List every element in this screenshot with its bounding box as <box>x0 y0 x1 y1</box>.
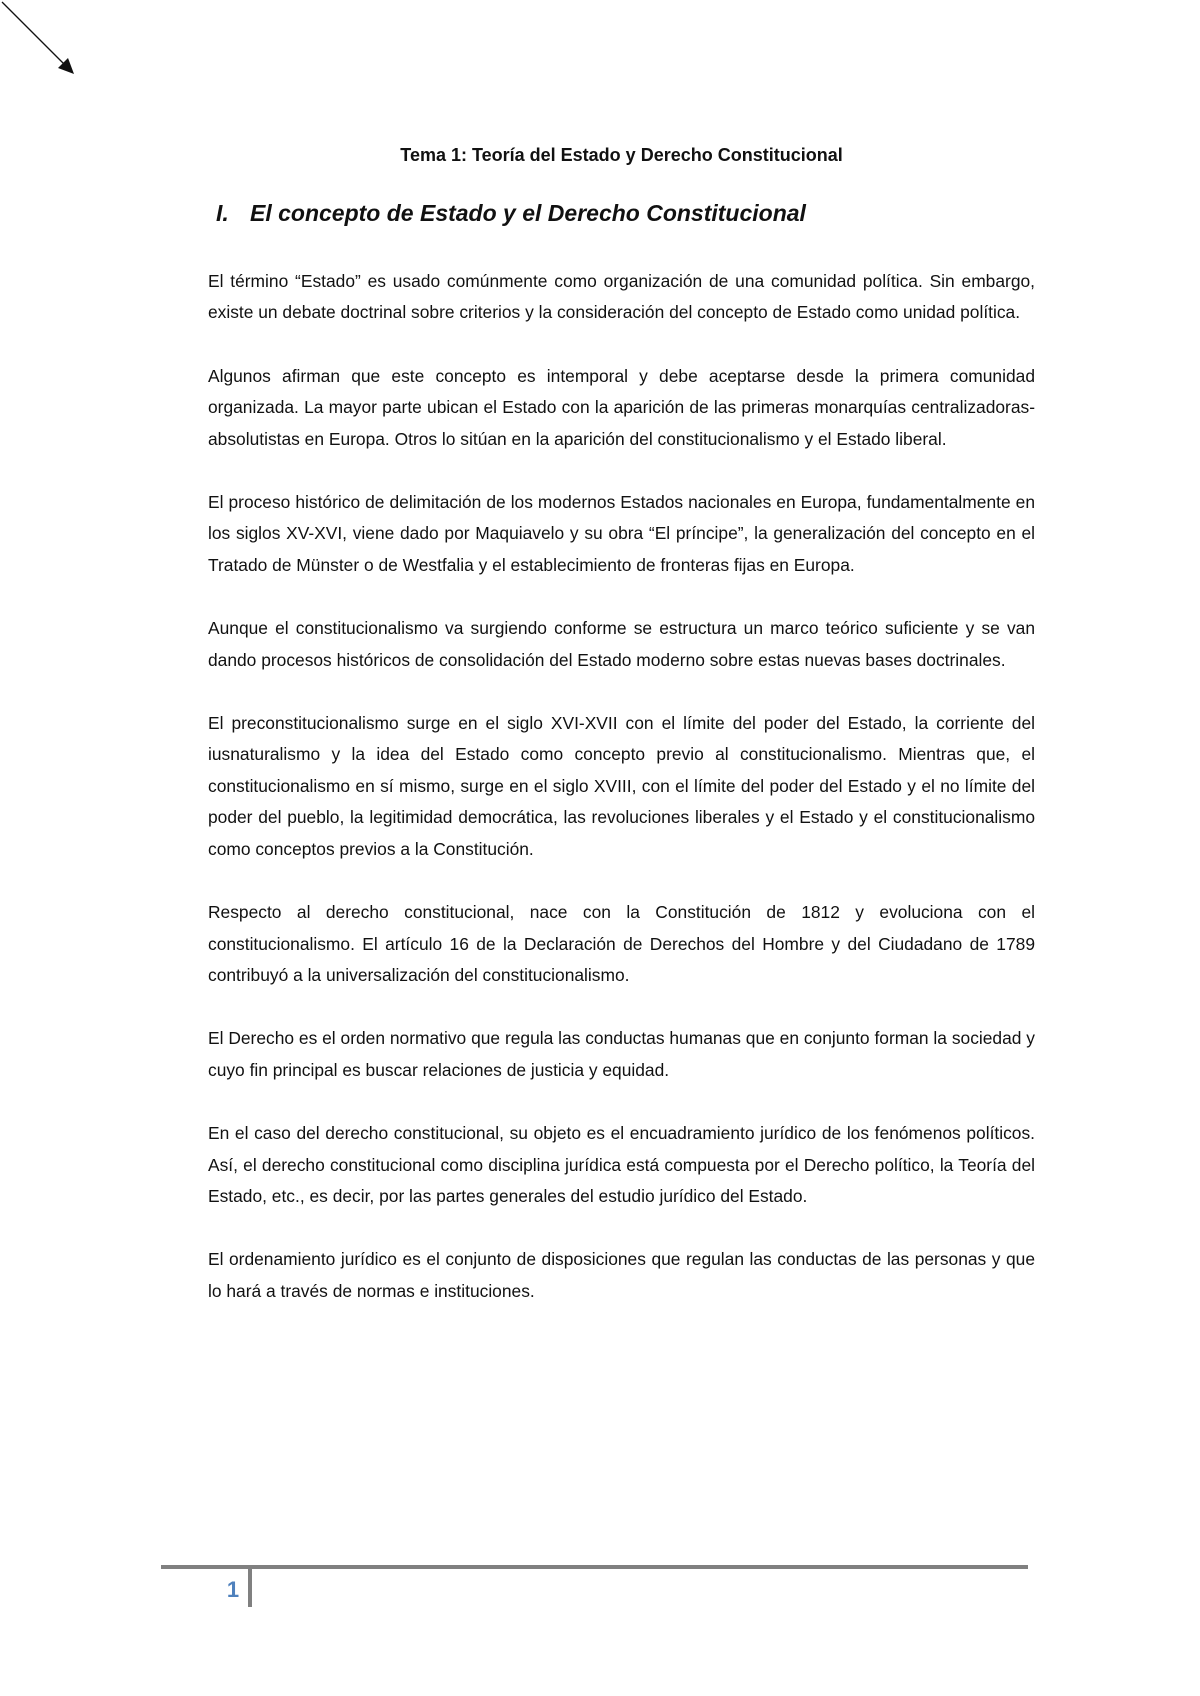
paragraph: El preconstitucionalismo surge en el siglo XVI-XVII con el límite del poder del Estado, la corriente del iusnaturalismo y la idea del Estado como concepto previo al constitucionalismo. Mientras que, el constitucionalismo en sí mismo, surge en el siglo XVIII, con el límite del poder del Estado y el no límite del poder del pueblo, la legitimidad democrática, las revoluciones liberales y el Estado y el constitucionalismo como conceptos previos a la Constitución. <box>208 713 1035 859</box>
paragraph: Respecto al derecho constitucional, nace con la Constitución de 1812 y evoluciona con el constitucionalismo. El artículo 16 de la Declaración de Derechos del Hombre y del Ciudadano de 1789 contribuyó a la universalización del constitucionalismo. <box>208 902 1035 985</box>
document-title: Tema 1: Teoría del Estado y Derecho Constitucional <box>400 145 843 165</box>
diagonal-arrow-icon <box>0 0 90 90</box>
document-body <box>208 266 1035 1339</box>
paragraph: El Derecho es el orden normativo que regula las conductas humanas que en conjunto forman la sociedad y cuyo fin principal es buscar relaciones de justicia y equidad. <box>208 1028 1035 1080</box>
page-number: 1 <box>226 1577 240 1602</box>
paragraph: Aunque el constitucionalismo va surgiendo conforme se estructura un marco teórico suficiente y se van dando procesos históricos de consolidación del Estado moderno sobre estas nuevas bases doctrinales. <box>208 618 1035 670</box>
paragraph: En el caso del derecho constitucional, su objeto es el encuadramiento jurídico de los fenómenos políticos. Así, el derecho constitucional como disciplina jurídica está compuesta por el Derecho político, la Teoría del Estado, etc., es decir, por las partes generales del estudio jurídico del Estado. <box>208 1123 1035 1206</box>
paragraph: El proceso histórico de delimitación de los modernos Estados nacionales en Europa, fundamentalmente en los siglos XV-XVI, viene dado por Maquiavelo y su obra “El príncipe”, la generalización del concepto en el Tratado de Münster o de Westfalia y el establecimiento de fronteras fijas en Europa. <box>208 492 1035 575</box>
section-heading <box>216 198 806 228</box>
footer-rule <box>161 1565 1028 1569</box>
paragraph: El término “Estado” es usado comúnmente como organización de una comunidad política. Sin embargo, existe un debate doctrinal sobre criterios y la consideración del concepto de Estado como unidad política. <box>208 271 1035 323</box>
section-number: I. <box>216 200 229 226</box>
paragraph: El ordenamiento jurídico es el conjunto de disposiciones que regulan las conductas de las personas y que lo hará a través de normas e instituciones. <box>208 1249 1035 1301</box>
section-heading-text: El concepto de Estado y el Derecho Constitucional <box>250 200 806 226</box>
footer-divider <box>248 1565 252 1607</box>
paragraph: Algunos afirman que este concepto es intemporal y debe aceptarse desde la primera comunidad organizada. La mayor parte ubican el Estado con la aparición de las primeras monarquías centralizadoras-absolutistas en Europa. Otros lo sitúan en la aparición del constitucionalismo y el Estado liberal. <box>208 365 1035 449</box>
